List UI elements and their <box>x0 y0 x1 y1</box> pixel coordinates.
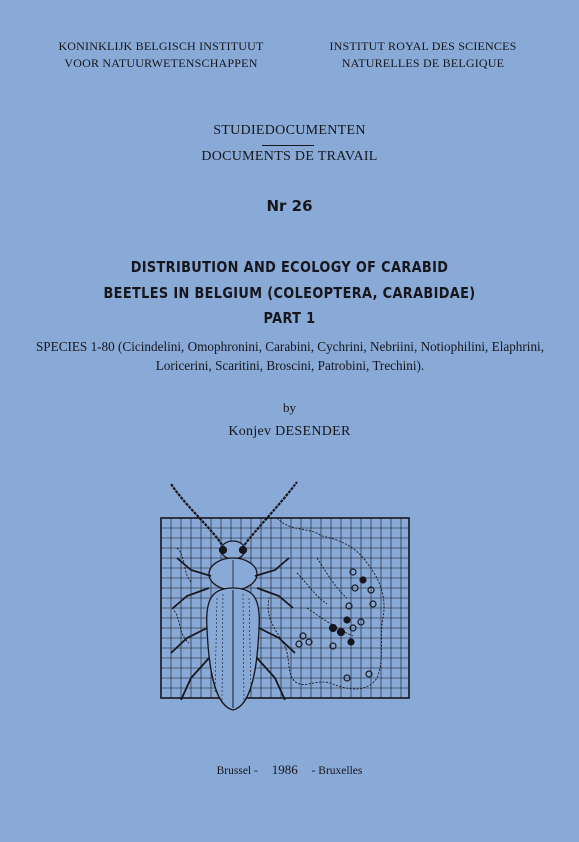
publication-place-year <box>0 762 579 778</box>
series-name-dutch: STUDIEDOCUMENTEN <box>213 123 366 138</box>
series-name-french: DOCUMENTS DE TRAVAIL <box>201 149 378 164</box>
institute-fr-line1: INSTITUT ROYAL DES SCIENCES <box>329 39 517 53</box>
footer-year: 1986 <box>271 762 298 777</box>
series-divider <box>262 145 314 146</box>
title-line-2: BEETLES IN BELGIUM (COLEOPTERA, CARABIDAE) <box>103 284 476 302</box>
species-line-1: SPECIES 1-80 (Cicindelini, Omophronini, Carabini, Cychrini, Nebriini, Notiophilini, Elaphrini, <box>35 339 545 354</box>
footer-city-dutch: Brussel - <box>216 765 258 777</box>
title-line-3: PART 1 <box>263 309 316 327</box>
beetle <box>171 482 297 710</box>
author-name: Konjev DESENDER <box>228 424 351 439</box>
institute-nl-line1: KONINKLIJK BELGISCH INSTITUUT <box>58 39 264 53</box>
institute-nl-line2: VOOR NATUURWETENSCHAPPEN <box>64 56 258 70</box>
footer-city-french: - Bruxelles <box>311 765 363 777</box>
species-line-2: Loricerini, Scaritini, Broscini, Patrobini, Trechini). <box>155 358 425 373</box>
institute-name-dutch <box>30 38 292 72</box>
institute-fr-line2: NATURELLES DE BELGIQUE <box>341 56 505 70</box>
title-line-1: DISTRIBUTION AND ECOLOGY OF CARABID <box>130 258 449 276</box>
record-dots <box>296 569 376 681</box>
beetle-on-distribution-map-icon <box>157 478 417 728</box>
species-subtitle <box>20 337 560 375</box>
issue-number: Nr 26 <box>266 197 313 215</box>
by-label: by <box>283 400 296 415</box>
institute-name-french <box>292 38 554 72</box>
